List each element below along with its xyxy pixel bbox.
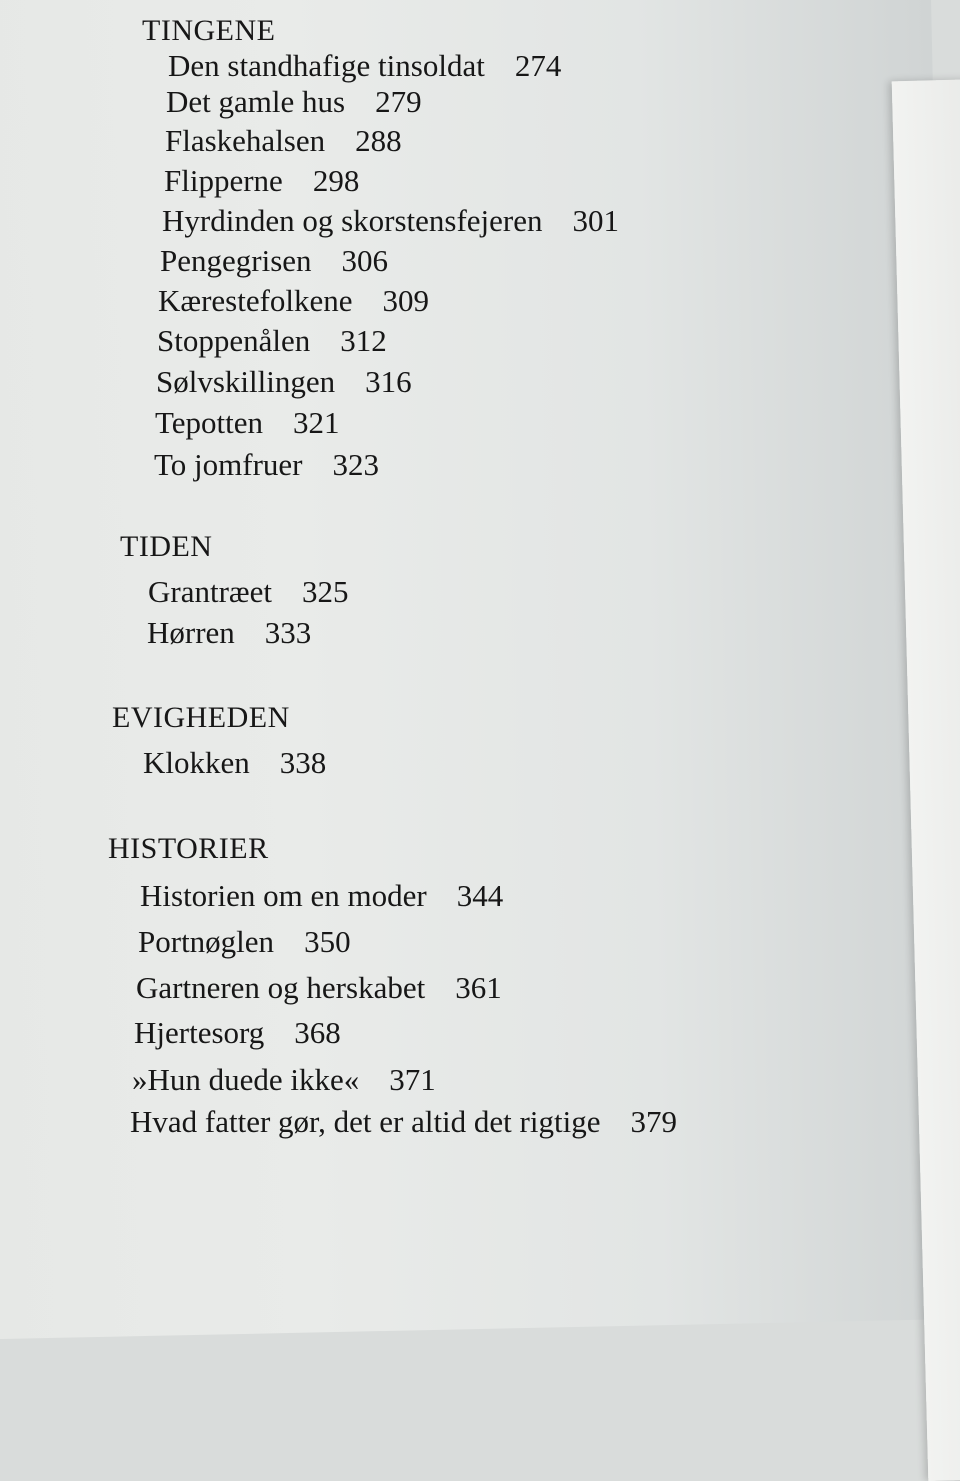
section-heading: TINGENE: [142, 14, 276, 47]
entry-title: Flipperne: [164, 163, 283, 198]
entry-page-number: 298: [312, 163, 360, 198]
toc-entry: [168, 48, 561, 84]
entry-page-number: 301: [572, 203, 620, 238]
toc-entry: [148, 574, 348, 610]
toc-entry: [147, 615, 311, 651]
toc-entry: [158, 283, 429, 319]
entry-page-number: 288: [355, 123, 402, 158]
entry-page-number: 379: [630, 1104, 677, 1139]
entry-title: Flaskehalsen: [165, 123, 326, 158]
section-heading: EVIGHEDEN: [112, 701, 290, 734]
toc-entry: [130, 1104, 677, 1140]
entry-page-number: 279: [375, 84, 422, 119]
entry-page-number: 325: [301, 574, 349, 609]
toc-section-tiden: [120, 530, 212, 564]
entry-page-number: 371: [389, 1062, 436, 1097]
toc-entry: [134, 1015, 341, 1051]
toc-entry: [154, 447, 379, 483]
entry-page-number: 333: [264, 615, 312, 650]
entry-title: Tepotten: [155, 405, 264, 440]
toc-section-tingene: [142, 14, 275, 48]
toc-entry: [136, 970, 502, 1006]
entry-page-number: 323: [332, 447, 379, 482]
toc-entry: [140, 878, 503, 914]
toc-entry: [138, 924, 351, 960]
entry-page-number: 312: [340, 323, 387, 358]
entry-title: Stoppenålen: [157, 323, 311, 358]
toc-entry: [156, 364, 412, 400]
entry-title: Sølvskillingen: [156, 364, 336, 399]
entry-page-number: 350: [304, 924, 351, 959]
entry-title: Grantræet: [148, 574, 272, 609]
entry-page-number: 344: [456, 878, 504, 913]
toc-entry: [160, 243, 388, 279]
entry-title: Pengegrisen: [160, 243, 312, 278]
entry-title: »Hun duede ikke«: [132, 1062, 360, 1097]
section-heading: TIDEN: [120, 530, 213, 563]
entry-page-number: 306: [341, 243, 389, 278]
toc-section-evigheden: [112, 701, 290, 735]
toc-entry: [155, 405, 340, 441]
entry-title: Den standhafige tinsoldat: [168, 48, 485, 83]
entry-title: To jomfruer: [154, 447, 303, 482]
entry-page-number: 338: [279, 745, 327, 780]
entry-title: Hvad fatter gør, det er altid det rigtige: [130, 1104, 601, 1139]
entry-page-number: 274: [514, 48, 562, 83]
entry-title: Det gamle hus: [166, 84, 346, 119]
toc-entry: [162, 203, 619, 239]
entry-title: Hørren: [147, 615, 235, 650]
entry-page-number: 368: [294, 1015, 341, 1050]
toc-entry: [165, 123, 402, 159]
toc-entry: [157, 323, 387, 359]
entry-title: Gartneren og herskabet: [136, 970, 426, 1005]
entry-page-number: 316: [365, 364, 412, 399]
entry-title: Klokken: [143, 745, 250, 780]
entry-title: Kærestefolkene: [158, 283, 353, 318]
toc-section-historier: [108, 832, 269, 866]
entry-title: Portnøglen: [138, 924, 275, 959]
entry-page-number: 361: [455, 970, 502, 1005]
entry-title: Hyrdinden og skorstensfejeren: [162, 203, 543, 238]
entry-title: Hjertesorg: [134, 1015, 265, 1050]
toc-entry: [166, 84, 422, 120]
entry-page-number: 321: [293, 405, 340, 440]
toc-entry: [132, 1062, 436, 1098]
entry-title: Historien om en moder: [140, 878, 427, 913]
section-heading: HISTORIER: [108, 832, 269, 865]
toc-entry: [143, 745, 326, 781]
toc-entry: [164, 163, 359, 199]
entry-page-number: 309: [382, 283, 430, 318]
